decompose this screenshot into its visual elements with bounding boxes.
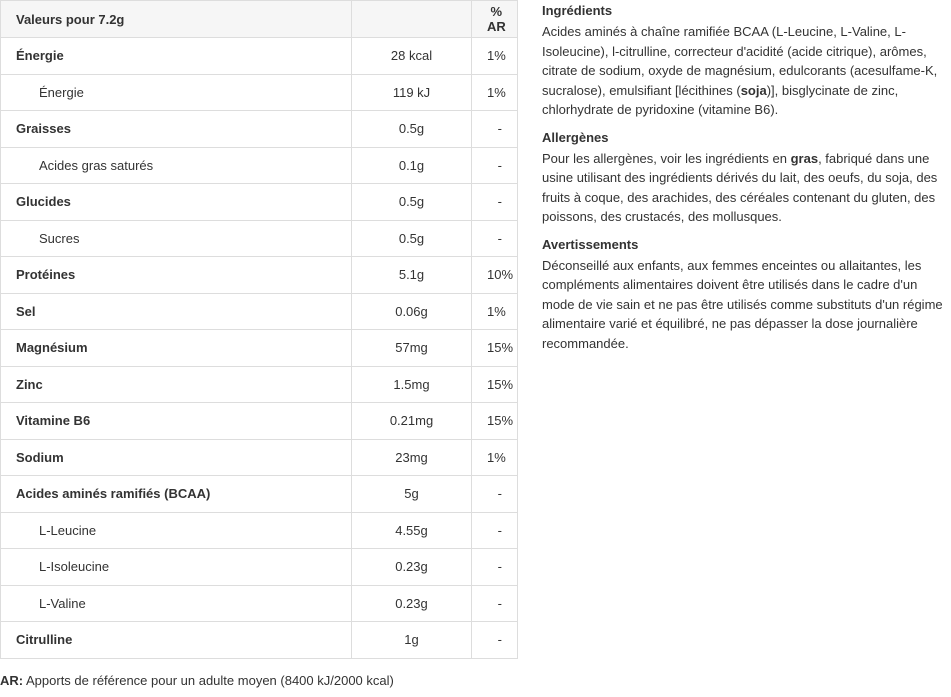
table-row [1, 111, 518, 148]
ingredients-text [542, 22, 947, 120]
row-name-cell: Protéines [1, 257, 352, 294]
header-ar-cell: % AR [472, 1, 518, 38]
ingredients-allergen-bold: soja [740, 82, 767, 98]
row-name-cell: Vitamine B6 [1, 403, 352, 440]
row-ar-cell: - [472, 476, 518, 513]
row-ar-cell: - [472, 220, 518, 257]
row-name-cell: Magnésium [1, 330, 352, 367]
table-row [1, 439, 518, 476]
row-value-cell: 0.23g [352, 549, 472, 586]
row-name-cell: Graisses [1, 111, 352, 148]
footnote-text: Apports de référence pour un adulte moyen (8400 kJ/2000 kcal) [23, 673, 394, 688]
row-value-cell: 1g [352, 622, 472, 659]
warnings-text: Déconseillé aux enfants, aux femmes enceintes ou allaitantes, les compléments alimentaires doivent être utilisés dans le cadre d'un mode de vie sain et ne pas être utilisés comme substituts d'un régime alimentaire varié et équilibré, ne pas dépasser la dose journalière recommandée. [542, 257, 943, 351]
row-value-cell: 5.1g [352, 257, 472, 294]
header-value-cell [352, 1, 472, 38]
allergens-section [542, 130, 947, 227]
row-name-cell: Zinc [1, 366, 352, 403]
product-info [542, 3, 947, 363]
row-value-cell: 5g [352, 476, 472, 513]
table-row [1, 512, 518, 549]
row-ar-cell: 1% [472, 293, 518, 330]
row-name-cell: Acides gras saturés [1, 147, 352, 184]
table-row [1, 622, 518, 659]
warnings-title: Avertissements [542, 236, 639, 252]
table-row [1, 403, 518, 440]
row-value-cell: 119 kJ [352, 74, 472, 111]
allergens-bold-word: gras [790, 150, 819, 166]
table-row [1, 38, 518, 75]
row-value-cell: 28 kcal [352, 38, 472, 75]
table-row [1, 220, 518, 257]
row-value-cell: 0.5g [352, 111, 472, 148]
table-row [1, 476, 518, 513]
row-ar-cell: - [472, 147, 518, 184]
table-row [1, 366, 518, 403]
ingredients-title: Ingrédients [542, 3, 613, 18]
allergens-text [542, 149, 947, 227]
row-ar-cell: 15% [472, 330, 518, 367]
ingredients-text-after: )], bisglycinate de zinc, chlorhydrate de pyridoxine (vitamine B6). [542, 82, 899, 117]
nutrition-table-body [1, 38, 518, 659]
row-name-cell: Énergie [1, 38, 352, 75]
row-name-cell: L-Valine [1, 585, 352, 622]
footnote [0, 673, 394, 688]
row-ar-cell: - [472, 622, 518, 659]
row-ar-cell: - [472, 184, 518, 221]
table-row [1, 184, 518, 221]
table-row [1, 549, 518, 586]
footnote-label: AR: [0, 673, 24, 688]
row-value-cell: 0.5g [352, 220, 472, 257]
row-ar-cell: - [472, 549, 518, 586]
row-value-cell: 57mg [352, 330, 472, 367]
row-value-cell: 0.06g [352, 293, 472, 330]
row-name-cell: Sel [1, 293, 352, 330]
row-name-cell: L-Isoleucine [1, 549, 352, 586]
row-name-cell: Sucres [1, 220, 352, 257]
ingredients-section [542, 3, 947, 120]
row-ar-cell: 15% [472, 366, 518, 403]
ingredients-text-before: Acides aminés à chaîne ramifiée BCAA (L-Leucine, L-Valine, L-Isoleucine), l-citrulline, correcteur d'acidité (acide citrique), arômes, citrate de sodium, oxyde de magnésium, edulcorants (acesulfame-K, sucralose), emulsifiant [lécithines ( [542, 24, 938, 98]
warnings-section [542, 237, 947, 354]
table-row [1, 585, 518, 622]
row-value-cell: 4.55g [352, 512, 472, 549]
allergens-text-before: Pour les allergènes, voir les ingrédients en [542, 150, 791, 166]
allergens-title: Allergènes [542, 129, 609, 145]
nutrition-table-header [1, 1, 518, 38]
table-row [1, 147, 518, 184]
allergens-text-after: , fabriqué dans une usine utilisant des ingrédients dérivés du lait, des oeufs, du soja, des fruits à coque, des arachides, des céréales contenant du gluten, des poissons, des crustacés, des mollusques. [542, 150, 938, 224]
row-ar-cell: - [472, 585, 518, 622]
row-name-cell: Citrulline [1, 622, 352, 659]
row-name-cell: Glucides [1, 184, 352, 221]
row-value-cell: 23mg [352, 439, 472, 476]
table-row [1, 330, 518, 367]
row-ar-cell: 1% [472, 38, 518, 75]
row-ar-cell: - [472, 512, 518, 549]
row-name-cell: L-Leucine [1, 512, 352, 549]
row-value-cell: 0.23g [352, 585, 472, 622]
row-value-cell: 0.5g [352, 184, 472, 221]
table-row [1, 257, 518, 294]
row-ar-cell: 10% [472, 257, 518, 294]
header-name-cell: Valeurs pour 7.2g [1, 1, 352, 38]
row-ar-cell: 15% [472, 403, 518, 440]
table-row [1, 293, 518, 330]
row-name-cell: Énergie [1, 74, 352, 111]
row-value-cell: 0.21mg [352, 403, 472, 440]
row-name-cell: Sodium [1, 439, 352, 476]
table-row [1, 74, 518, 111]
row-name-cell: Acides aminés ramifiés (BCAA) [1, 476, 352, 513]
row-ar-cell: 1% [472, 439, 518, 476]
row-ar-cell: - [472, 111, 518, 148]
row-ar-cell: 1% [472, 74, 518, 111]
row-value-cell: 1.5mg [352, 366, 472, 403]
row-value-cell: 0.1g [352, 147, 472, 184]
